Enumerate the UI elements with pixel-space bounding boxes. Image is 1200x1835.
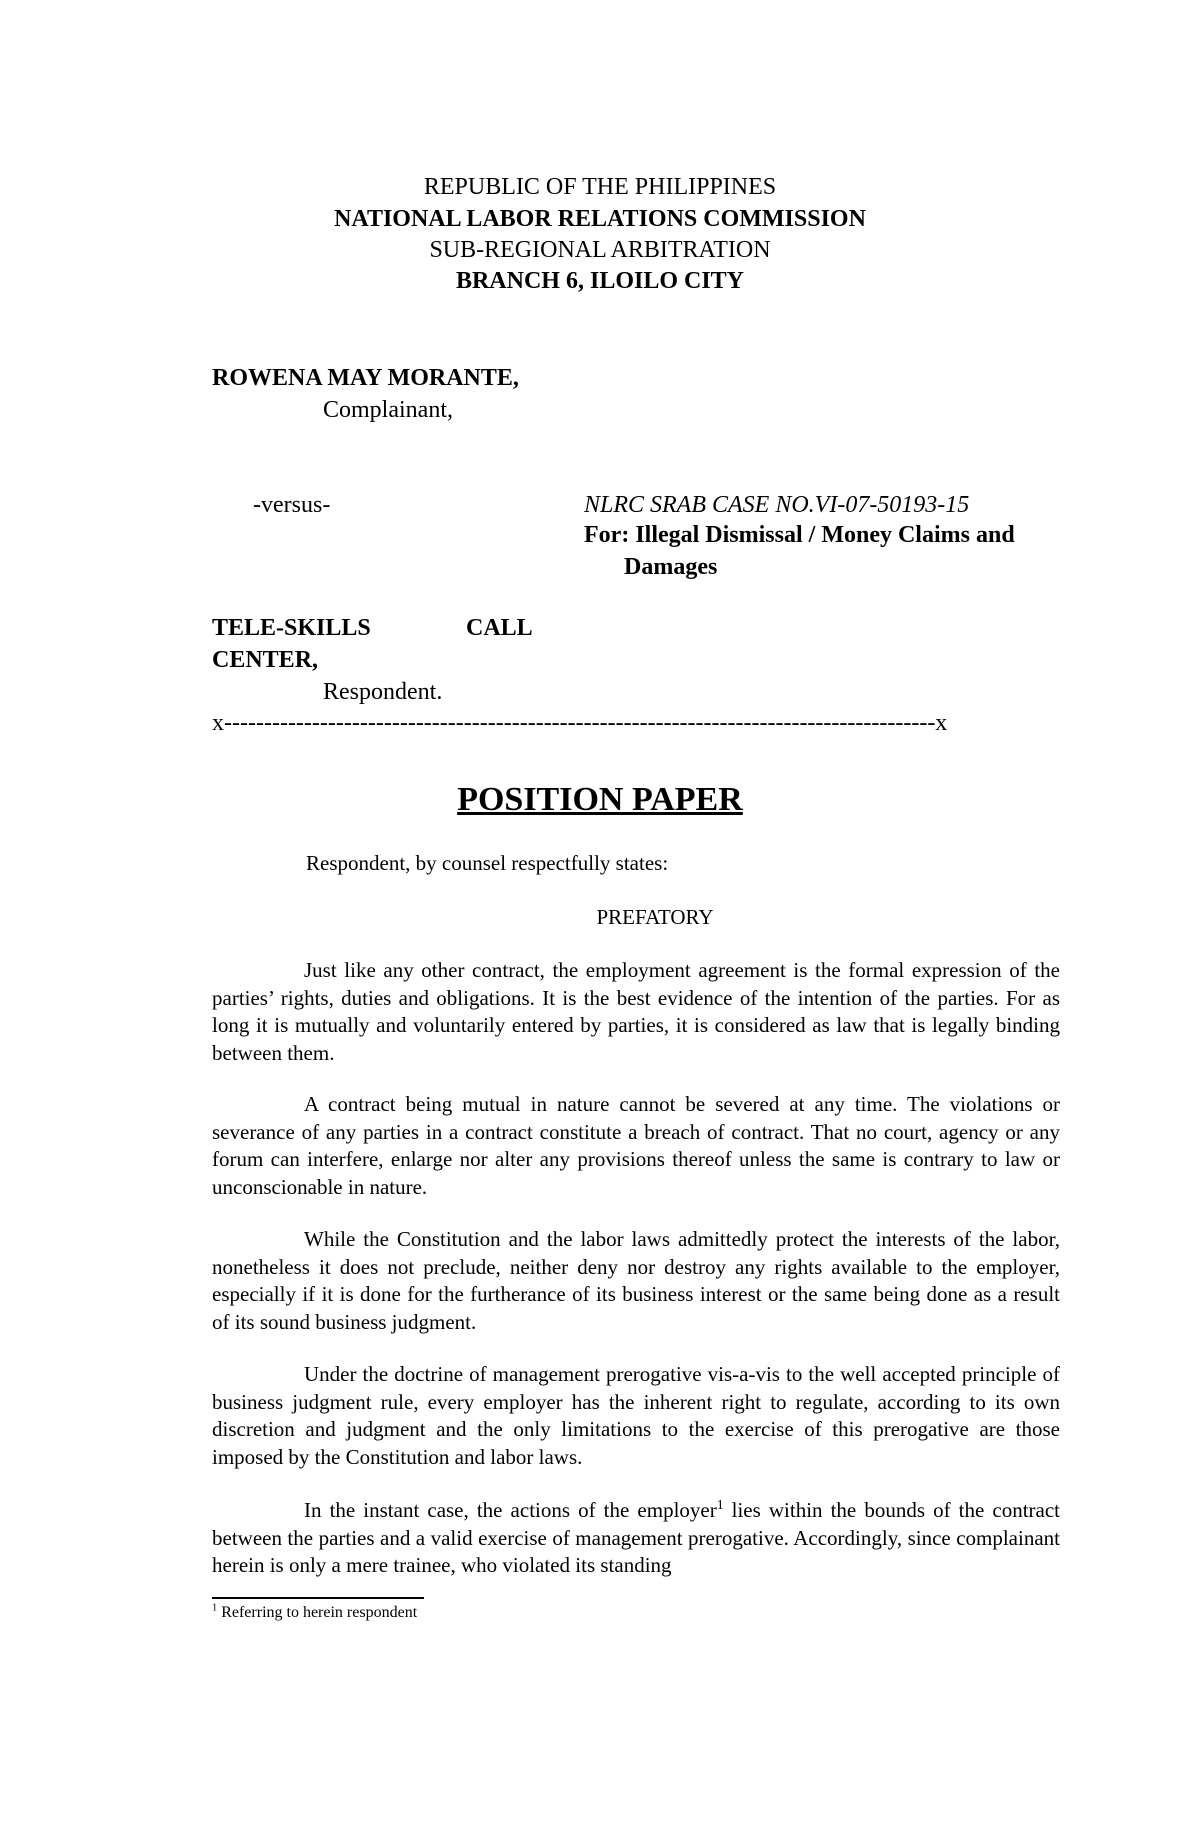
case-subject-continued: Damages bbox=[624, 554, 718, 580]
respondent-name-part2: CALL bbox=[466, 615, 533, 641]
case-number: NLRC SRAB CASE NO.VI-07-50193-15 bbox=[584, 492, 970, 518]
respondent-role: Respondent. bbox=[323, 679, 443, 705]
respondent-name-part1: TELE-SKILLS bbox=[212, 615, 371, 641]
paragraph-1: Just like any other contract, the employment agreement is the formal expression of the parties’ rights, duties and obligations. It is the best evidence of the intention of the parties. For as long it is mutually and voluntarily entered by parties, it is considered as law that is legally binding between them. bbox=[212, 958, 1060, 1065]
complainant-name: ROWENA MAY MORANTE, bbox=[212, 365, 519, 391]
paragraph-5-rest: lies within the bounds of the contract between the parties and a valid exercise of management prerogative. Accordingly, since complainant herein is only a mere trainee, who violated its standing bbox=[212, 1498, 1060, 1577]
header-sub-regional: SUB-REGIONAL ARBITRATION bbox=[429, 237, 771, 263]
header-branch: BRANCH 6, ILOILO CITY bbox=[455, 268, 745, 294]
paragraph-4: Under the doctrine of management prerogative vis-a-vis to the well accepted principle of business judgment rule, every employer has the inherent right to regulate, according to its own discretion and judgment and the only limitations to the exercise of this prerogative are those imposed by the Constitution and labor laws. bbox=[212, 1362, 1060, 1469]
footnote-divider bbox=[212, 1597, 424, 1599]
footnote-reference[interactable]: 1 bbox=[716, 1497, 724, 1512]
case-subject-label: For: bbox=[584, 522, 630, 548]
complainant-role: Complainant, bbox=[323, 397, 453, 423]
header-commission: NATIONAL LABOR RELATIONS COMMISSION bbox=[334, 206, 866, 232]
paragraph-5 bbox=[212, 1497, 1060, 1580]
footnote-text: Referring to herein respondent bbox=[217, 1604, 418, 1621]
respondent-name-part3: CENTER, bbox=[212, 647, 319, 673]
paragraph-5-start: In the instant case, the actions of the employer bbox=[304, 1498, 717, 1522]
caption-separator: x-----------------------------------------------------------------------------------------x bbox=[212, 710, 948, 736]
document-title: POSITION PAPER bbox=[457, 781, 743, 818]
intro-line: Respondent, by counsel respectfully states: bbox=[306, 851, 669, 875]
footnote bbox=[212, 1603, 812, 1623]
paragraph-3: While the Constitution and the labor laws admittedly protect the interests of the labor, nonetheless it does not preclude, neither deny nor destroy any rights available to the employer, especially if it is done for the furtherance of its business interest or the same being done as a result of its sound business judgment. bbox=[212, 1227, 1060, 1334]
footnote-mark: 1 bbox=[212, 1602, 218, 1614]
paragraph-2: A contract being mutual in nature cannot be severed at any time. The violations or severance of any parties in a contract constitute a breach of contract. That no court, agency or any forum can interfere, enlarge nor alter any provisions thereof unless the same is contrary to law or unconscionable in nature. bbox=[212, 1092, 1060, 1199]
header-republic: REPUBLIC OF THE PHILIPPINES bbox=[423, 174, 777, 200]
section-heading-prefatory: PREFATORY bbox=[596, 905, 714, 929]
case-subject bbox=[584, 519, 1015, 551]
case-subject-text: Illegal Dismissal / Money Claims and bbox=[635, 522, 1015, 548]
versus-label: -versus- bbox=[253, 492, 331, 518]
